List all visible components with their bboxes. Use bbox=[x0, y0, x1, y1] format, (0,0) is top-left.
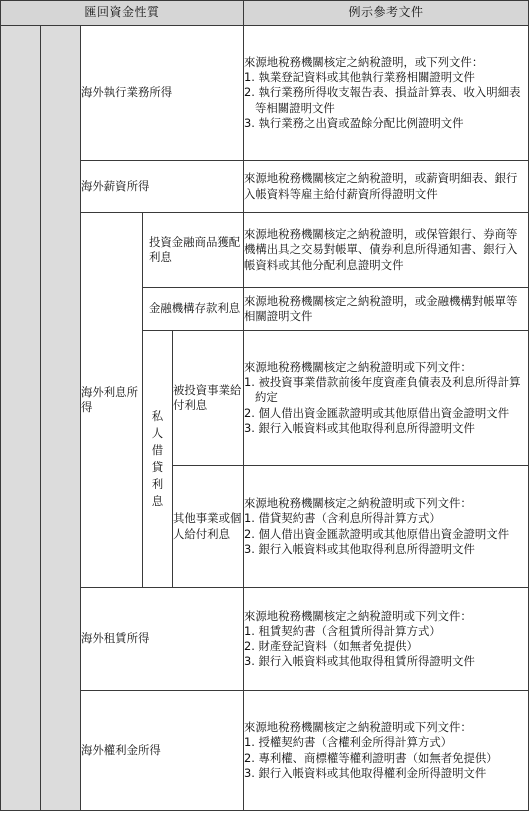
docs-intro: 來源地稅務機關核定之納稅證明或下列文件： bbox=[244, 720, 472, 735]
docs-intro: 來源地稅務機關核定之納稅證明或下列文件： bbox=[244, 496, 472, 511]
doc-item: 3. 銀行入帳資料或其他取得權利金所得證明文件 bbox=[244, 765, 487, 780]
docs-interest-other bbox=[244, 466, 529, 588]
doc-item: 2. 執行業務所得收支報告表、損益計算表、收入明細表等相關證明文件 bbox=[244, 85, 521, 115]
row-salary bbox=[1, 161, 529, 213]
label-interest: 海外利息所得 bbox=[81, 213, 143, 588]
doc-item: 2. 個人借出資金匯款證明或其他原借出資金證明文件 bbox=[244, 526, 510, 541]
docs-intro: 來源地稅務機關核定之納稅證明，或下列文件： bbox=[244, 54, 484, 69]
header-nature: 匯回資金性質 bbox=[1, 1, 244, 26]
doc-item: 1. 授權契約書（含權利金所得計算方式） bbox=[244, 735, 453, 750]
gray-column-1 bbox=[1, 26, 41, 811]
doc-item: 3. 銀行入帳資料或其他取得利息所得證明文件 bbox=[244, 420, 475, 435]
doc-item: 1. 執業登記資料或其他執行業務相關證明文件 bbox=[244, 70, 475, 85]
doc-item: 1. 借貸契約書（含利息所得計算方式） bbox=[244, 511, 441, 526]
label-interest-investee: 被投資事業給付利息 bbox=[173, 331, 244, 466]
header-docs: 例示參考文件 bbox=[244, 1, 529, 26]
row-royalty bbox=[1, 691, 529, 811]
label-royalty: 海外權利金所得 bbox=[81, 691, 244, 811]
label-private-loan-text: 私人借貸利息 bbox=[151, 409, 164, 508]
doc-item: 3. 銀行入帳資料或其他取得利息所得證明文件 bbox=[244, 541, 475, 556]
docs-intro: 來源地稅務機關核定之納稅證明或下列文件： bbox=[244, 359, 472, 374]
row-business bbox=[1, 26, 529, 161]
label-interest-deposit: 金融機構存款利息 bbox=[143, 288, 244, 331]
doc-item: 2. 專利權、商標權等權利證明書（如無者免提供） bbox=[244, 750, 498, 765]
doc-item: 3. 銀行入帳資料或其他取得租賃所得證明文件 bbox=[244, 654, 475, 669]
doc-item: 2. 財產登記資料（如無者免提供） bbox=[244, 639, 418, 653]
label-interest-other: 其他事業或個人給付利息 bbox=[173, 466, 244, 588]
label-salary: 海外薪資所得 bbox=[81, 161, 244, 213]
doc-item: 1. 被投資事業借款前後年度資產負債表及利息所得計算約定 bbox=[244, 375, 521, 405]
table-header-row bbox=[1, 1, 529, 26]
docs-salary: 來源地稅務機關核定之納稅證明，或薪資明細表、銀行入帳資料等雇主給付薪資所得證明文件 bbox=[244, 161, 529, 213]
doc-item: 3. 執行業務之出資或盈餘分配比例證明文件 bbox=[244, 115, 464, 130]
docs-interest-investee bbox=[244, 331, 529, 466]
doc-item: 1. 租賃契約書（含租賃所得計算方式） bbox=[244, 623, 441, 638]
row-rental bbox=[1, 588, 529, 691]
docs-royalty bbox=[244, 691, 529, 811]
label-interest-financial: 投資金融商品獲配利息 bbox=[143, 213, 244, 288]
label-rental: 海外租賃所得 bbox=[81, 588, 244, 691]
doc-item: 2. 個人借出資金匯款證明或其他原借出資金證明文件 bbox=[244, 405, 510, 420]
docs-intro: 來源地稅務機關核定之納稅證明或下列文件： bbox=[244, 608, 472, 623]
label-private-loan bbox=[143, 331, 173, 588]
docs-interest-deposit: 來源地稅務機關核定之納稅證明，或金融機構對帳單等相關證明文件 bbox=[244, 288, 529, 331]
docs-interest-financial: 來源地稅務機關核定之納稅證明，或保管銀行、券商等機構出具之交易對帳單、債券利息所得通知書、銀行入帳資料或其他分配利息證明文件 bbox=[244, 213, 529, 288]
gray-column-2 bbox=[41, 26, 81, 811]
label-business: 海外執行業務所得 bbox=[81, 26, 244, 161]
docs-business bbox=[244, 26, 529, 161]
docs-rental bbox=[244, 588, 529, 691]
row-interest-financial bbox=[1, 213, 529, 288]
